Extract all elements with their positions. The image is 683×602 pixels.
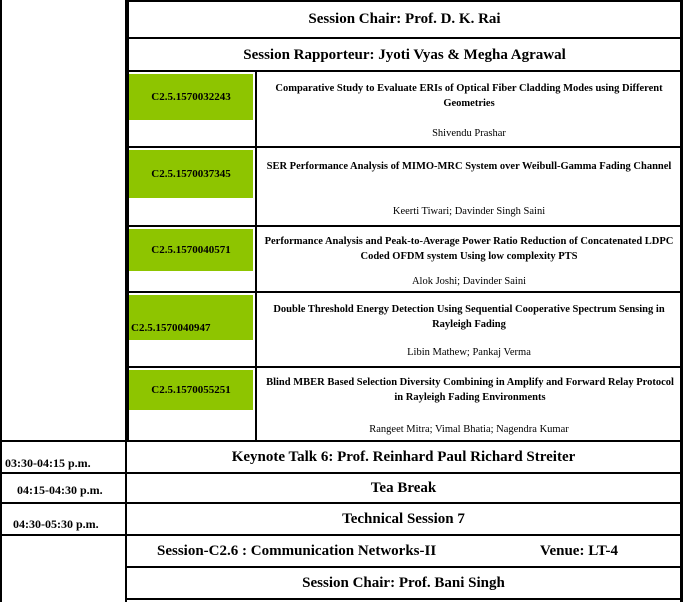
paper-authors: Alok Joshi; Davinder Saini xyxy=(411,276,527,287)
technical-session-title: Technical Session 7 xyxy=(342,510,465,527)
session-chair-heading: Session Chair: Prof. D. K. Rai xyxy=(308,11,501,27)
paper-authors: Shivendu Prashar xyxy=(432,128,506,139)
paper-authors: Rangeet Mitra; Vimal Bhatia; Nagendra Kumar xyxy=(369,424,569,435)
divider xyxy=(255,72,257,440)
paper-title: SER Performance Analysis of MIMO-MRC System over Weibull-Gamma Fading Channel xyxy=(266,161,672,172)
paper-id: C2.5.1570040947 xyxy=(129,295,253,340)
divider xyxy=(125,146,683,148)
divider xyxy=(125,225,683,227)
session-chair-heading: Session Chair: Prof. Bani Singh xyxy=(302,574,505,591)
paper-id: C2.5.1570055251 xyxy=(129,370,253,410)
time-slot: 04:15-04:30 p.m. xyxy=(17,483,103,497)
session-rapporteur-heading: Session Rapporteur: Jyoti Vyas & Megha Agrawal xyxy=(243,47,566,63)
time-slot: 04:30-05:30 p.m. xyxy=(13,517,99,531)
venue: Venue: LT-4 xyxy=(540,542,618,559)
paper-id: C2.5.1570037345 xyxy=(129,150,253,198)
paper-authors: Libin Mathew; Pankaj Verma xyxy=(407,347,531,358)
session-name: Session-C2.6 : Communication Networks-II xyxy=(157,542,437,559)
paper-title: Performance Analysis and Peak-to-Average Power Ratio Reduction of Concatenated LDPC Coded OFDM system Using low complexity PTS xyxy=(264,236,674,262)
keynote-title: Keynote Talk 6: Prof. Reinhard Paul Richard Streiter xyxy=(231,448,576,465)
paper-title: Blind MBER Based Selection Diversity Combining in Amplify and Forward Relay Protocol in Rayleigh Fading Environments xyxy=(266,377,674,403)
paper-title: Comparative Study to Evaluate ERIs of Optical Fiber Cladding Modes using Different Geometries xyxy=(275,83,663,109)
divider xyxy=(125,598,683,600)
divider xyxy=(125,366,683,368)
divider xyxy=(0,0,2,602)
paper-id: C2.5.1570040571 xyxy=(129,229,253,271)
paper-title: Double Threshold Energy Detection Using Sequential Cooperative Spectrum Sensing in Rayleigh Fading xyxy=(273,304,665,330)
paper-authors: Keerti Tiwari; Davinder Singh Saini xyxy=(392,206,546,217)
divider xyxy=(125,70,683,72)
tea-break: Tea Break xyxy=(370,479,437,496)
paper-id: C2.5.1570032243 xyxy=(129,74,253,120)
time-slot: 03:30-04:15 p.m. xyxy=(5,456,91,470)
divider xyxy=(125,291,683,293)
